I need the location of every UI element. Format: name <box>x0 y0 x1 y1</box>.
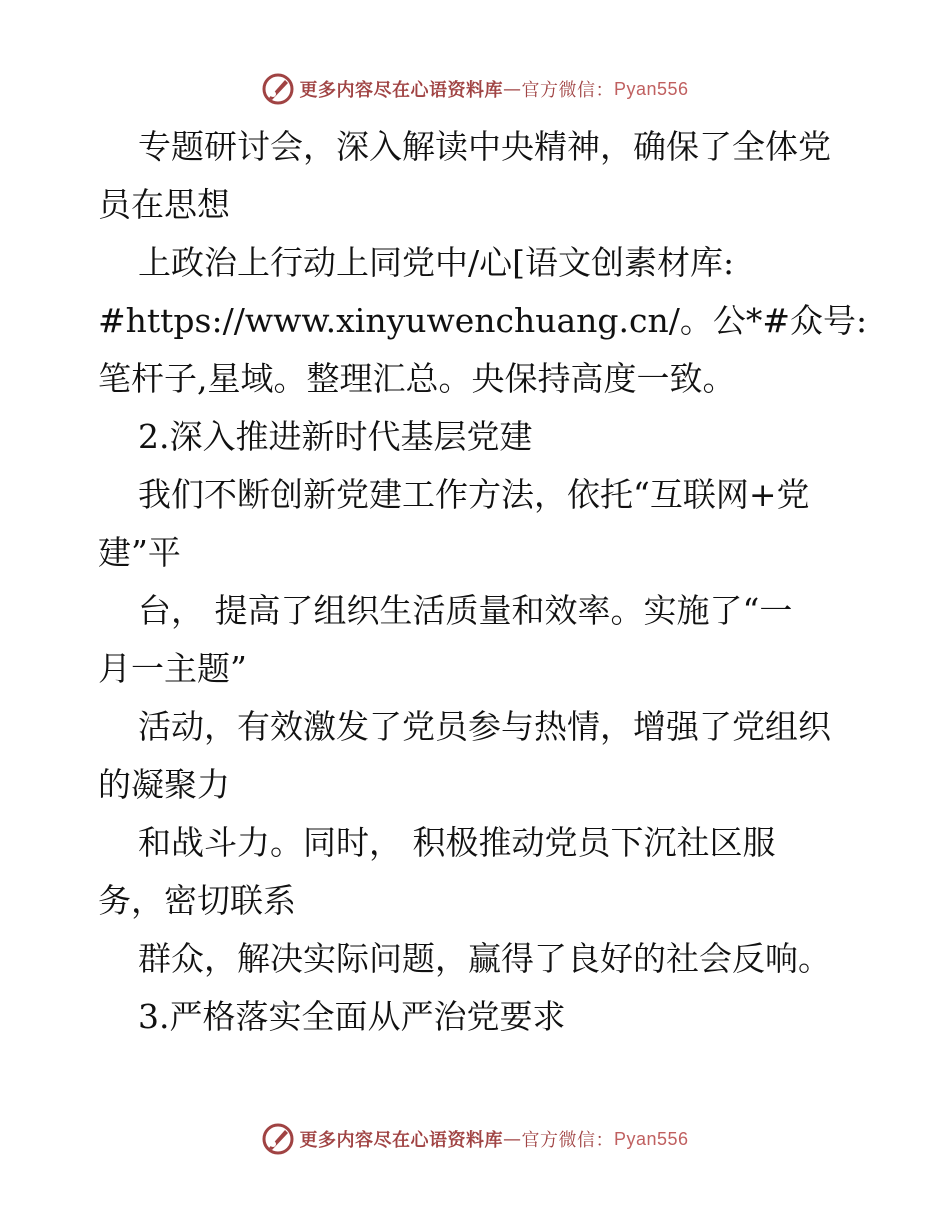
banner-dash: — <box>502 1128 522 1150</box>
text-line: #https://www.xinyuwenchuang.cn/。公*#众号: <box>98 301 868 340</box>
header-banner <box>0 72 950 106</box>
text-line: 笔杆子,星域。整理汇总。央保持高度一致。 <box>98 359 736 398</box>
footer-banner <box>0 1122 950 1156</box>
text-line: 台， 提高了组织生活质量和效率。实施了“一 <box>138 591 793 630</box>
banner-brand: 更多内容尽在心语资料库 <box>299 80 503 101</box>
banner-wechat-label: 官方微信： <box>521 80 614 101</box>
text-line: 的凝聚力 <box>98 765 230 804</box>
quill-logo-icon <box>261 1122 295 1156</box>
banner-dash: — <box>502 78 522 100</box>
text-line: 我们不断创新党建工作方法，依托“互联网+党 <box>138 475 810 514</box>
banner-wechat-id: Pyan556 <box>613 78 689 99</box>
text-line: 建”平 <box>98 533 181 572</box>
text-line: 员在思想 <box>98 185 230 224</box>
text-line: 务，密切联系 <box>98 881 296 920</box>
section-heading: 3.严格落实全面从严治党要求 <box>138 997 566 1036</box>
quill-logo-icon <box>261 72 295 106</box>
text-line: 专题研讨会，深入解读中央精神，确保了全体党 <box>138 127 831 166</box>
text-line: 活动，有效激发了党员参与热情，增强了党组织 <box>138 707 831 746</box>
section-heading: 2.深入推进新时代基层党建 <box>138 417 533 456</box>
text-line: 和战斗力。同时， 积极推动党员下沉社区服 <box>138 823 776 862</box>
banner-wechat-label: 官方微信： <box>521 1130 614 1151</box>
banner-wechat-id: Pyan556 <box>613 1128 689 1149</box>
document-body <box>98 118 868 1046</box>
text-line: 月一主题” <box>98 649 247 688</box>
banner-brand: 更多内容尽在心语资料库 <box>299 1130 503 1151</box>
text-line: 上政治上行动上同党中/心[语文创素材库: <box>138 243 735 282</box>
text-line: 群众，解决实际问题，赢得了良好的社会反响。 <box>138 939 831 978</box>
